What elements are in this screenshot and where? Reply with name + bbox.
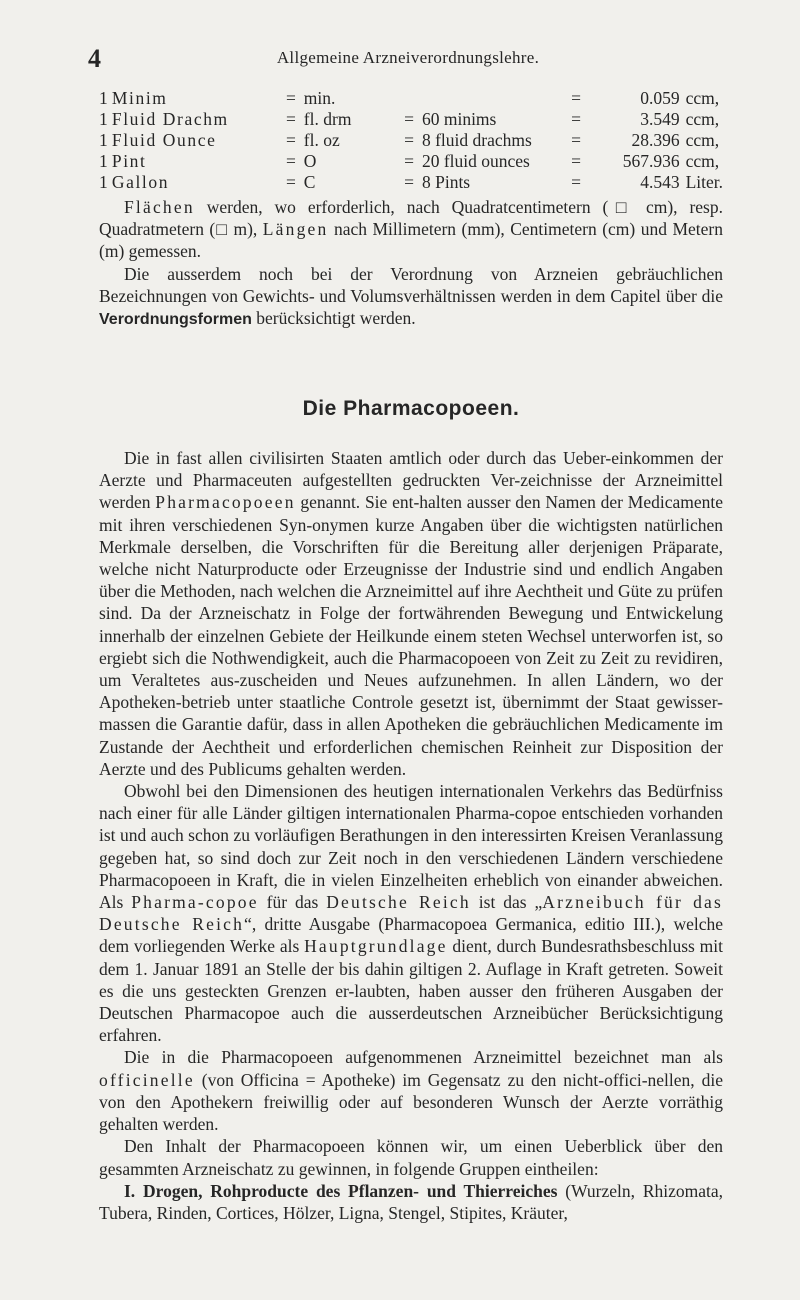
unit-cell-abbr: fl. oz <box>303 130 340 150</box>
page-number: 4 <box>88 44 101 73</box>
unit-cell-qty: 1 <box>99 130 108 150</box>
body-paragraph-2: Obwohl bei den Dimensionen des heutigen internationalen Verkehrs das Bedürfniss nach einer für alle Länder giltigen internationalen Pharma-copoe entschieden vorhanden ist und auch schon zu vorläufigen Berathungen in den interessirten Kreisen Veranlassung gegeben hat, so sind doch zur Zeit noch in den verschiedenen Ländern verschiedene Pharmacopoeen in Kraft, die in vielen Einzelheiten erheblich von einander abweichen. Als Pharma-copoe für das Deutsche Reich ist das „Arzneibuch für das Deutsche Reich“, dritte Ausgabe (Pharmacopoea Germanica, editio III.), welche dem vorliegenden Werke als Hauptgrundlage dient, durch Bundesrathsbeschluss mit dem 1. Januar 1891 an Stelle der bis dahin giltigen 2. Auflage in Kraft getreten. Soweit es die uns gesteckten Grenzen er-laubten, haben ausser den früheren Ausgaben der Deutschen Pharmacopoe auch die ausserdeutschen Arzneibücher Berücksichtigung erfahren. <box>99 781 724 1046</box>
unit-cell-value: 4.543 <box>640 172 680 192</box>
unit-cell-abbr: C <box>303 172 316 192</box>
table-row <box>99 130 723 151</box>
intro-paragraph-1: Flächen werden, wo erforderlich, nach Quadratcentimetern (□ cm), resp. Quadratmetern (□ m), Längen nach Millimetern (mm), Centimetern (cm) und Metern (m) gemessen. <box>99 197 723 262</box>
unit-cell-def: 20 fluid ounces <box>421 151 530 171</box>
unit-cell-eq3: = <box>571 130 581 150</box>
unit-cell-eq2: = <box>404 109 415 129</box>
unit-cell-name: Fluid Ounce <box>111 130 217 150</box>
unit-cell-value: 567.936 <box>622 151 680 171</box>
unit-cell-eq2: = <box>404 130 415 150</box>
unit-cell-unit: ccm, <box>685 151 720 171</box>
unit-cell-eq3: = <box>571 88 581 108</box>
unit-cell-eq: = <box>286 109 296 129</box>
unit-cell-def: 8 Pints <box>421 172 471 192</box>
unit-cell-unit: ccm, <box>685 109 720 129</box>
table-row <box>99 172 723 193</box>
unit-cell-name: Fluid Drachm <box>111 109 229 129</box>
intro-text <box>99 196 723 331</box>
table-row <box>99 109 723 130</box>
unit-cell-value: 28.396 <box>631 130 680 150</box>
running-head: Allgemeine Arzneiverordnungslehre. <box>276 48 540 67</box>
unit-cell-qty: 1 <box>99 109 108 129</box>
body-text <box>99 447 723 1224</box>
body-paragraph-3: Die in die Pharmacopoeen aufgenommenen Arzneimittel bezeichnet man als officinelle (von Officina = Apotheke) im Gegensatz zu den nicht-offici-nellen, die von den Apothekern freiwillig oder auf besonderen Wunsch der Aerzte vorräthig gehalten werden. <box>99 1047 723 1135</box>
unit-cell-eq2: = <box>404 172 415 192</box>
unit-cell-qty: 1 <box>99 151 108 171</box>
unit-cell-name: Gallon <box>111 172 170 192</box>
unit-cell-eq: = <box>286 130 296 150</box>
body-paragraph-1: Die in fast allen civilisirten Staaten amtlich oder durch das Ueber-einkommen der Aerzte und Pharmaceuten aufgestellten gedruckten Ver-zeichnisse der Arzneimittel werden Pharmacopoeen genannt. Sie ent-halten ausser den Namen der Medicamente mit ihren verschiedenen Syn-onymen kurze Angaben über die wichtigsten natürlichen Merkmale derselben, die Vorschriften für die Bereitung aller derjenigen Präparate, welche nicht Naturproducte oder Erzeugnisse der Industrie sind und endlich Angaben über die Methoden, nach welchen die Arzneimittel auf ihre Aechtheit und Güte zu prüfen sind. Da der Arzneischatz in Folge der fortwährenden Bewegung und Entwickelung innerhalb der einzelnen Gebiete der Heilkunde einem steten Wechsel unterworfen ist, so ergiebt sich die Nothwendigkeit, auch die Pharmacopoeen von Zeit zu Zeit zu revidiren, um Veraltetes aus-zuscheiden und Neues aufzunehmen. In allen Ländern, wo der Apotheken-betrieb unter staatliche Controle gesetzt ist, übernimmt der Staat gewisser-massen die Garantie dafür, dass in allen Apotheken die gebräuchlichen Medicamente im Zustande der Aechtheit und erforderlichen chemischen Reinheit zur Disposition der Aerzte und des Publicums gehalten werden. <box>99 448 723 779</box>
unit-cell-qty: 1 <box>99 88 108 108</box>
unit-cell-eq: = <box>286 88 296 108</box>
intro-paragraph-2: Die ausserdem noch bei der Verordnung von Arzneien gebräuchlichen Bezeichnungen von Gewichts- und Volumsverhältnissen werden in dem Capitel über die Verordnungsformen berücksichtigt werden. <box>99 263 723 329</box>
body-paragraph-5: I. Drogen, Rohproducte des Pflanzen- und Thierreiches (Wurzeln, Rhizomata, Tubera, Rinden, Cortices, Hölzer, Ligna, Stengel, Stipites, Kräuter, <box>99 1180 724 1223</box>
unit-cell-name: Minim <box>111 88 168 108</box>
unit-cell-unit: ccm, <box>685 88 720 108</box>
body-paragraph-4: Den Inhalt der Pharmacopoeen können wir, um einen Ueberblick über den gesammten Arzneischatz zu gewinnen, in folgende Gruppen eintheilen: <box>99 1136 723 1179</box>
unit-cell-eq3: = <box>571 172 581 192</box>
unit-cell-eq: = <box>286 151 296 171</box>
unit-cell-unit: ccm, <box>685 130 720 150</box>
unit-cell-abbr: min. <box>303 88 336 108</box>
section-title: Die Pharmacopoeen. <box>302 397 520 420</box>
unit-cell-def: 8 fluid drachms <box>421 130 532 150</box>
unit-cell-unit: Liter. <box>685 172 723 192</box>
unit-cell-eq: = <box>286 172 296 192</box>
unit-cell-def <box>422 88 571 109</box>
unit-cell-value: 0.059 <box>640 88 680 108</box>
page-header <box>88 44 728 74</box>
table-row <box>99 88 723 109</box>
unit-cell-def: 60 minims <box>421 109 497 129</box>
unit-cell-eq3: = <box>571 109 581 129</box>
unit-cell-value: 3.549 <box>640 109 680 129</box>
unit-cell-eq3: = <box>571 151 581 171</box>
unit-cell-eq2 <box>404 88 422 109</box>
unit-cell-abbr: fl. drm <box>303 109 352 129</box>
unit-cell-eq2: = <box>404 151 415 171</box>
table-row <box>99 151 723 172</box>
unit-cell-name: Pint <box>111 151 147 171</box>
unit-cell-abbr: O <box>303 151 317 171</box>
unit-cell-qty: 1 <box>99 172 108 192</box>
units-table <box>99 88 723 193</box>
